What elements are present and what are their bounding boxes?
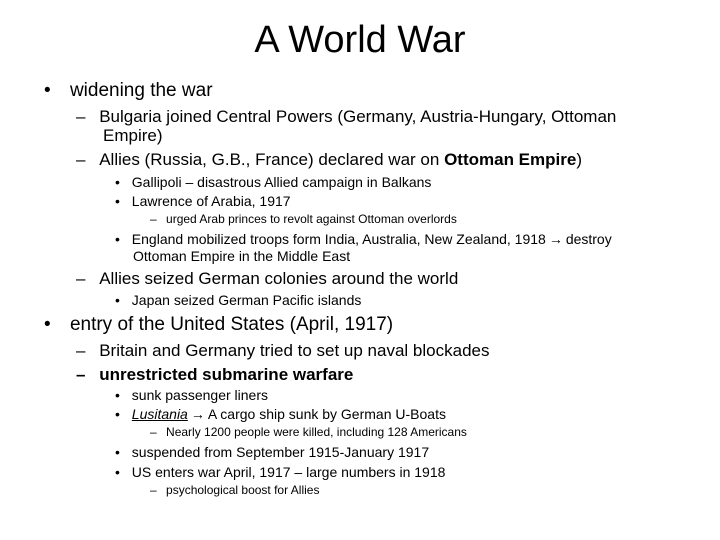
bullet-dash-icon: – xyxy=(76,341,86,360)
bullet-l2-submarine: – unrestricted submarine warfare xyxy=(76,365,354,384)
bullet-dot-icon: • xyxy=(115,193,120,209)
arrow-right-icon: → xyxy=(548,231,563,247)
bullet-dash-icon: – xyxy=(76,150,86,169)
bullet-l2-german-colonies: – Allies seized German colonies around the world xyxy=(76,269,459,288)
bullet-l1-us-entry: • entry of the United States (April, 1917) xyxy=(44,314,394,335)
bullet-l3-liners: • sunk passenger liners xyxy=(115,387,268,403)
bullet-dot-icon: • xyxy=(115,444,120,460)
bullet-dot-icon: • xyxy=(44,80,51,101)
bullet-l4-boost: – psychological boost for Allies xyxy=(150,483,320,497)
bullet-l2-allies-declared: – Allies (Russia, G.B., France) declared war on Ottoman Empire) xyxy=(76,150,582,169)
bullet-l3-gallipoli: • Gallipoli – disastrous Allied campaign in Balkans xyxy=(115,174,432,190)
bullet-l3-us-enters: • US enters war April, 1917 – large numbers in 1918 xyxy=(115,464,446,480)
bullet-dash-icon: – xyxy=(150,483,157,497)
bullet-l3-japan: • Japan seized German Pacific islands xyxy=(115,292,362,308)
bullet-dash-icon: – xyxy=(76,107,86,126)
bullet-l3-lusitania: • Lusitania → A cargo ship sunk by German U-Boats xyxy=(115,406,446,422)
bullet-l3-england: • England mobilized troops form India, Australia, New Zealand, 1918 → destroy xyxy=(115,231,612,247)
bullet-dot-icon: • xyxy=(115,292,120,308)
bullet-dash-icon: – xyxy=(150,212,157,226)
bullet-l3-suspended: • suspended from September 1915-January 1917 xyxy=(115,444,430,460)
bullet-dash-icon: – xyxy=(76,365,86,384)
bullet-l2-blockades: – Britain and Germany tried to set up naval blockades xyxy=(76,341,490,360)
bullet-l2-bulgaria-cont: Empire) xyxy=(103,126,163,145)
bullet-l2-bulgaria: – Bulgaria joined Central Powers (Germany, Austria-Hungary, Ottoman xyxy=(76,107,617,126)
bullet-l4-arab-princes: – urged Arab princes to revolt against Ottoman overlords xyxy=(150,212,457,226)
bullet-l1-widening: • widening the war xyxy=(44,80,213,101)
bullet-l3-england-cont: Ottoman Empire in the Middle East xyxy=(133,248,351,264)
bullet-l4-casualties: – Nearly 1200 people were killed, including 128 Americans xyxy=(150,425,467,439)
bullet-dash-icon: – xyxy=(76,269,86,288)
bullet-dot-icon: • xyxy=(115,174,120,190)
bullet-dash-icon: – xyxy=(150,425,157,439)
slide-title: A World War xyxy=(254,19,466,61)
bullet-dot-icon: • xyxy=(115,464,120,480)
bullet-dot-icon: • xyxy=(115,387,120,403)
bullet-dot-icon: • xyxy=(115,231,120,247)
bullet-dot-icon: • xyxy=(115,406,120,422)
bullet-dot-icon: • xyxy=(44,314,51,335)
bullet-l3-lawrence: • Lawrence of Arabia, 1917 xyxy=(115,193,291,209)
arrow-right-icon: → xyxy=(190,406,205,422)
